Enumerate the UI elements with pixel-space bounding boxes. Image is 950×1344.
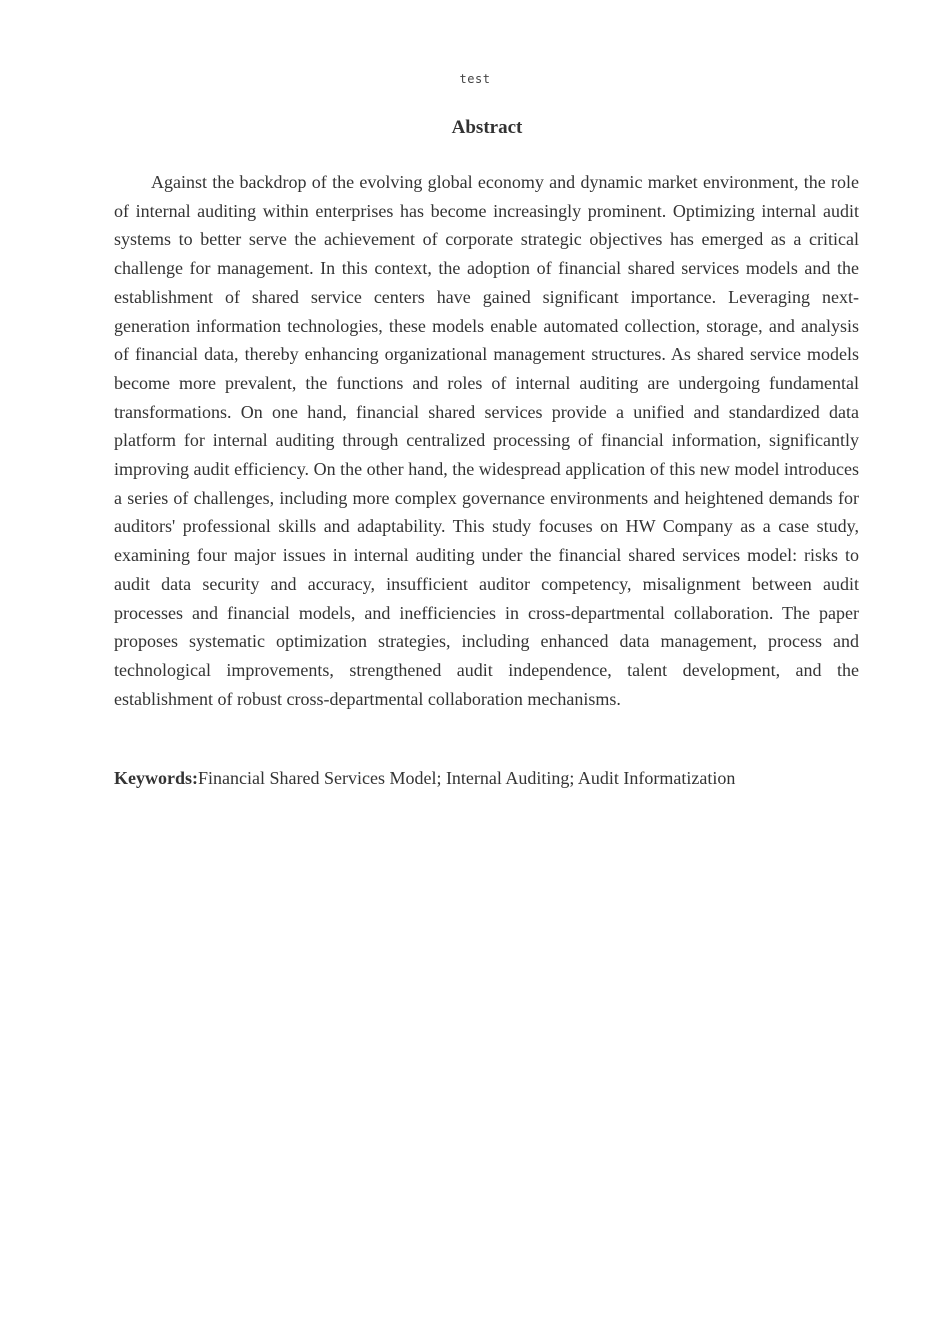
keywords-value: Financial Shared Services Model; Internal Auditing; Audit Informatization bbox=[198, 768, 736, 788]
abstract-title: Abstract bbox=[451, 117, 523, 138]
page-header: test bbox=[459, 72, 491, 86]
abstract-body: Against the backdrop of the evolving global economy and dynamic market environment, the role of internal auditing within enterprises has become increasingly prominent. Optimizing internal audit systems to better serve the achievement of corporate strategic objectives has emerged as a critical challenge for management. In this context, the adoption of financial shared services models and the establishment of shared service centers have gained significant importance. Leveraging next-generation information technologies, these models enable automated collection, storage, and analysis of financial data, thereby enhancing organizational management structures. As shared service models become more prevalent, the functions and roles of internal auditing are undergoing fundamental transformations. On one hand, financial shared services provide a unified and standardized data platform for internal auditing through centralized processing of financial information, significantly improving audit efficiency. On the other hand, the widespread application of this new model introduces a series of challenges, including more complex governance environments and heightened demands for auditors' professional skills and adaptability. This study focuses on HW Company as a case study, examining four major issues in internal auditing under the financial shared services model: risks to audit data security and accuracy, insufficient auditor competency, misalignment between audit processes and financial models, and inefficiencies in cross-departmental collaboration. The paper proposes systematic optimization strategies, including enhanced data management, process and technological improvements, strengthened audit independence, talent development, and the establishment of robust cross-departmental collaboration mechanisms. bbox=[114, 172, 859, 709]
keywords-label: Keywords: bbox=[114, 768, 198, 788]
keywords-line bbox=[114, 764, 859, 792]
